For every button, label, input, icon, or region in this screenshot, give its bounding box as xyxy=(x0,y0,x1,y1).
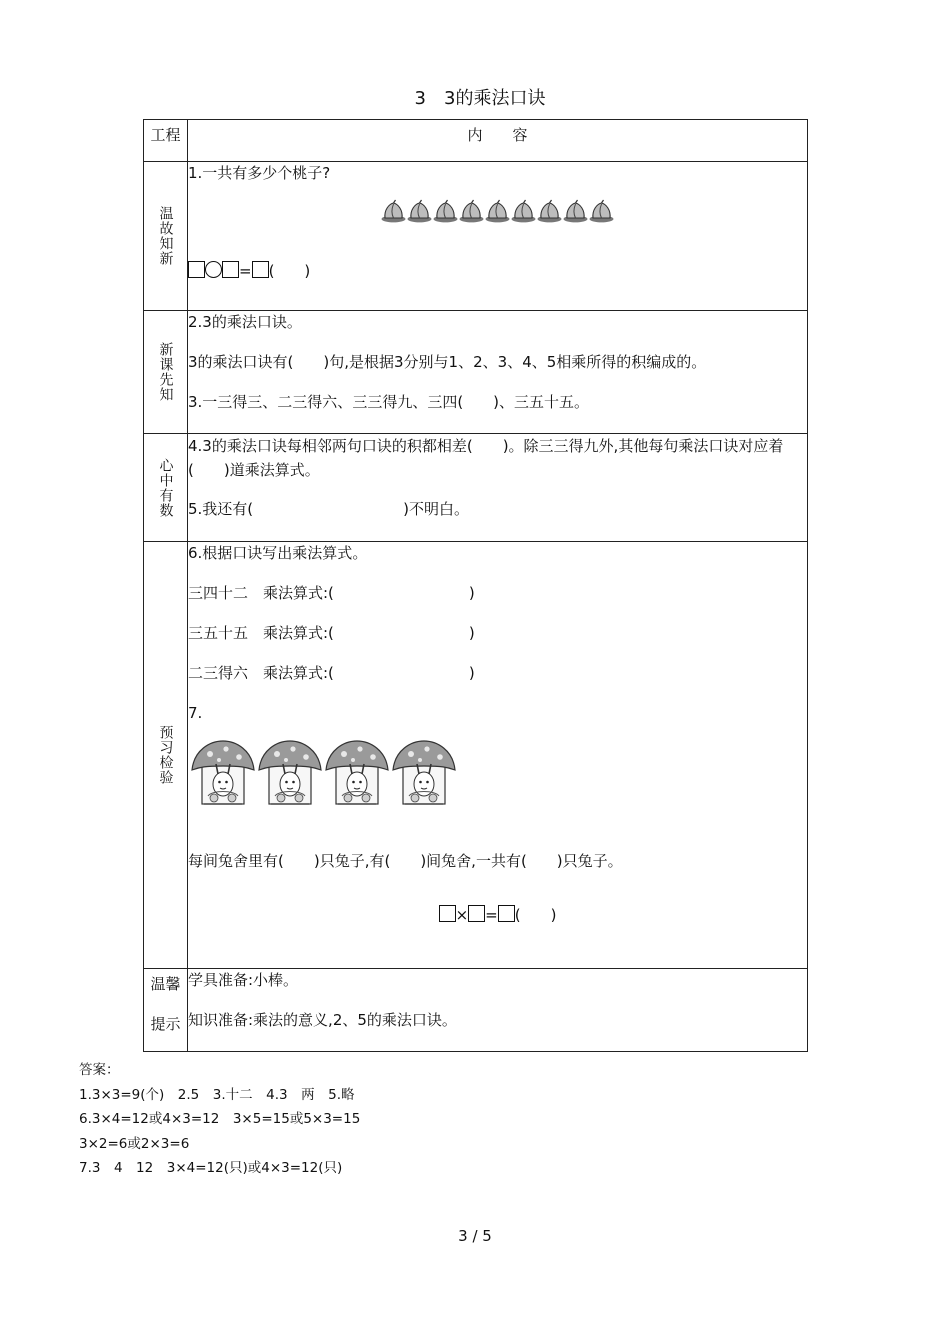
question-5: 5.我还有( )不明白。 xyxy=(188,500,470,518)
tips-line-2: 知识准备:乘法的意义,2、5的乘法口诀。 xyxy=(188,1011,457,1029)
section-review-label-cell xyxy=(144,162,188,311)
formula-7-blank: ( ) xyxy=(514,906,557,924)
answer-line: 7.3 4 12 3×4=12(只)或4×3=12(只) xyxy=(79,1160,343,1176)
worksheet-table xyxy=(143,119,808,1052)
peach-icon xyxy=(589,200,613,222)
question-6: 6.根据口诀写出乘法算式。 xyxy=(188,544,368,562)
peach-icon xyxy=(459,200,483,222)
rabbit-house-icon xyxy=(192,741,254,804)
answer-box[interactable] xyxy=(468,905,485,922)
peach-icon xyxy=(563,200,587,222)
answer-box[interactable] xyxy=(188,261,205,278)
formula-1: = ( ) xyxy=(188,260,807,282)
answer-box[interactable] xyxy=(222,261,239,278)
peach-icon xyxy=(433,200,457,222)
rabbit-house-icon xyxy=(393,741,455,804)
section-preview-row xyxy=(144,311,808,434)
peach-icon xyxy=(407,200,431,222)
answer-box[interactable] xyxy=(439,905,456,922)
header-content-cell: 内 容 xyxy=(188,120,808,162)
section-check-row xyxy=(144,542,808,969)
section-mind-content xyxy=(188,434,808,542)
section-mind-label: 心中有数 xyxy=(157,457,174,518)
question-3: 3.一三得三、二三得六、三三得九、三四( )、三五十五。 xyxy=(188,393,590,411)
section-mind-label-cell xyxy=(144,434,188,542)
question-1: 1.一共有多少个桃子? xyxy=(188,164,331,182)
peach-icon xyxy=(485,200,509,222)
section-tips-content xyxy=(188,969,808,1052)
question-6-line-a: 三四十二 乘法算式:( ) xyxy=(188,584,475,602)
section-review-label: 温故知新 xyxy=(157,206,174,266)
document-title: 3 3的乘法口诀 xyxy=(414,88,546,109)
question-6-line-c: 二三得六 乘法算式:( ) xyxy=(188,664,475,682)
answer-line: 1.3×3=9(个) 2.5 3.十二 4.3 两 5.略 xyxy=(79,1086,355,1103)
peach-icon xyxy=(511,200,535,222)
peach-icon xyxy=(537,200,561,222)
section-check-label: 预习检验 xyxy=(157,725,174,785)
section-tips-label-1: 温馨 xyxy=(150,975,181,993)
question-2: 2.3的乘法口诀。 xyxy=(188,313,302,331)
section-review-row xyxy=(144,162,808,311)
answer-section xyxy=(79,1058,360,1181)
section-check-content xyxy=(188,542,808,969)
formula-1-blank: ( ) xyxy=(268,262,311,280)
peach-row xyxy=(188,196,807,230)
section-tips-label-cell xyxy=(144,969,188,1052)
page-number: 3 / 5 xyxy=(458,1227,492,1245)
question-4: 4.3的乘法口诀每相邻两句口诀的积都相差( )。除三三得九外,其他每句乘法口诀对应着( )道乘法算式。 xyxy=(188,437,784,479)
section-review-content xyxy=(188,162,808,311)
question-2-detail: 3的乘法口诀有( )句,是根据3分别与1、2、3、4、5相乘所得的积编成的。 xyxy=(188,353,707,371)
section-tips-row xyxy=(144,969,808,1052)
answer-line: 6.3×4=12或4×3=12 3×5=15或5×3=15 xyxy=(79,1111,361,1127)
section-preview-label: 新课先知 xyxy=(157,342,174,402)
times-sign: × xyxy=(455,906,469,924)
operator-circle[interactable] xyxy=(205,261,222,278)
answer-box[interactable] xyxy=(498,905,515,922)
answer-box[interactable] xyxy=(252,261,269,278)
section-check-label-cell xyxy=(144,542,188,969)
tips-line-1: 学具准备:小棒。 xyxy=(188,971,299,989)
question-7: 7. xyxy=(188,704,203,722)
rabbit-house-icon xyxy=(326,741,388,804)
section-preview-label-cell xyxy=(144,311,188,434)
rabbit-house-icon xyxy=(259,741,321,804)
section-preview-content xyxy=(188,311,808,434)
section-mind-row xyxy=(144,434,808,542)
section-tips-label-2: 提示 xyxy=(150,1015,181,1033)
peach-icon xyxy=(381,200,405,222)
rabbit-house-row xyxy=(188,738,807,808)
answer-line: 3×2=6或2×3=6 xyxy=(79,1135,190,1152)
rabbit-house-group xyxy=(188,738,478,808)
question-7-sentence: 每间兔舍里有( )只兔子,有( )间兔舍,一共有( )只兔子。 xyxy=(188,852,623,870)
peach-group xyxy=(381,196,615,230)
header-item-cell: 工程 xyxy=(144,120,188,162)
formula-7 xyxy=(188,904,807,926)
answer-heading: 答案： xyxy=(79,1062,120,1078)
equals-sign: = xyxy=(485,906,498,924)
question-6-line-b: 三五十五 乘法算式:( ) xyxy=(188,624,475,642)
table-header-row xyxy=(144,120,808,162)
